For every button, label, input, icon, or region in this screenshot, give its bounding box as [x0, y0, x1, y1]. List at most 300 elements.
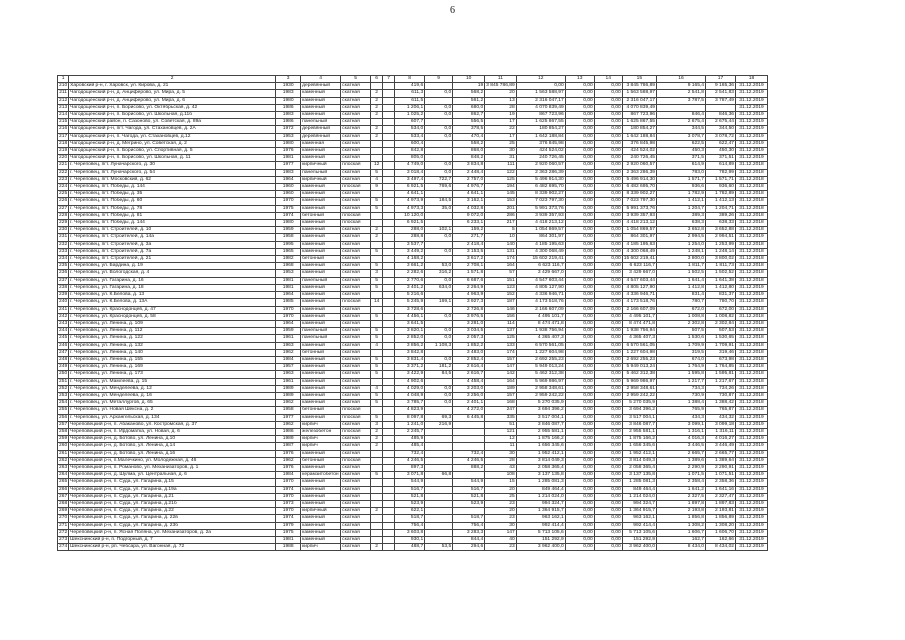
- table-cell: 225: [59, 191, 68, 197]
- table-cell: 5: [371, 277, 383, 284]
- table-cell: 0,00: [565, 126, 594, 133]
- table-row: [58, 83, 768, 90]
- table-cell: плоская: [341, 212, 371, 219]
- table-cell: кирпич: [301, 421, 341, 428]
- table-row: [58, 392, 768, 399]
- table-cell: 180 854,27: [516, 126, 565, 133]
- table-cell: 4 973,3: [395, 205, 425, 212]
- table-cell: 211: [59, 90, 67, 96]
- table-cell: скатная: [341, 364, 371, 371]
- table-cell: 680,0: [453, 104, 485, 111]
- table-cell: 1 308,20: [706, 522, 736, 529]
- table-cell: 30: [485, 522, 517, 529]
- table-cell: 31.12.2018: [736, 248, 768, 255]
- table-cell: 220: [59, 155, 68, 161]
- table-cell: 1 595,8: [657, 371, 706, 378]
- table-row: [58, 234, 768, 241]
- table-cell: 23: [485, 544, 517, 551]
- table-cell: [425, 256, 453, 263]
- table-cell: 2 358,4: [657, 479, 706, 486]
- table-cell: 3 842,8: [395, 349, 425, 356]
- table-cell: 1 008,8: [657, 313, 706, 320]
- table-cell: 7 023 797,30: [622, 198, 656, 205]
- table-cell: скатная: [341, 421, 371, 428]
- table-cell: 0,00: [565, 97, 594, 104]
- table-cell: 57: [485, 270, 517, 277]
- column-number-cell: 4: [301, 76, 341, 83]
- table-cell: 1 071,5: [657, 472, 706, 479]
- table-cell: Череповецкий р-н, п. Абаканово, ул. Костромская, д. 37: [69, 421, 276, 428]
- table-cell: 3 099,18: [706, 421, 736, 428]
- table-cell: [371, 464, 383, 471]
- table-cell: скатная: [341, 486, 371, 493]
- table-cell: г. Череповец, ул. Ленина, д. 109: [69, 320, 276, 327]
- table-cell: 0,00: [565, 328, 594, 335]
- table-cell: [383, 306, 395, 313]
- table-cell: 4 016,27: [706, 436, 736, 443]
- table-cell: 488,7: [395, 544, 425, 551]
- table-row: [58, 544, 768, 551]
- table-cell: 3 371,2: [395, 364, 425, 371]
- table-cell: каменный: [301, 292, 341, 299]
- table-cell: [383, 104, 395, 111]
- table-cell: 3 497,4: [395, 176, 425, 183]
- table-cell: Чагодощенский р-н, п. Борисово, ул. Школьная, д. 11: [69, 155, 276, 162]
- table-cell: 634,0: [425, 284, 453, 291]
- table-cell: 1975: [276, 529, 301, 536]
- table-cell: [383, 148, 395, 155]
- table-cell: 1 641,4: [657, 277, 706, 284]
- table-cell: 23: [485, 515, 517, 522]
- table-cell: Череповецкий р-н, п. Суда, ул. Гагарина, д.22: [69, 508, 276, 515]
- table-cell: [383, 256, 395, 263]
- table-cell: 0,0: [425, 133, 453, 140]
- table-cell: 261: [59, 450, 68, 456]
- table-cell: 1 217,7: [657, 378, 706, 385]
- table-cell: каменный: [301, 220, 341, 227]
- table-cell: 3 034,5: [453, 328, 485, 335]
- table-cell: 0,00: [565, 364, 594, 371]
- table-cell: 31.12.2019: [736, 522, 768, 529]
- table-cell: 1 253,99: [706, 241, 736, 248]
- table-cell: Череповецкий р-н, п.Малечкино, ул. Молодежная, д. 46: [69, 457, 276, 464]
- table-cell: 5: [371, 335, 383, 342]
- column-number-cell: 1: [58, 76, 69, 83]
- table-cell: 0,00: [594, 234, 622, 241]
- table-cell: 0,00: [565, 133, 594, 140]
- table-cell: 1982: [276, 256, 301, 263]
- table-cell: 4: [371, 342, 383, 349]
- table-cell: 5 969 986,97: [516, 378, 565, 385]
- table-cell: 0,00: [565, 256, 594, 263]
- table-cell: скатная: [341, 472, 371, 479]
- table-cell: 17: [485, 133, 517, 140]
- table-cell: 271: [59, 522, 68, 528]
- table-cell: 0,00: [565, 544, 594, 551]
- table-cell: 1 641,16: [706, 486, 736, 493]
- table-cell: Шекснинский р-н, рп. Чебсара, ул. Вагонная, д. 72: [69, 544, 276, 551]
- table-cell: скатная: [341, 263, 371, 270]
- table-cell: 389,26: [706, 212, 736, 219]
- table-cell: 5: [371, 392, 383, 399]
- table-cell: г. Череповец, ул. Менделеева, д. 16: [69, 392, 276, 399]
- table-cell: 1 811,73: [706, 263, 736, 270]
- table-cell: 0,0: [425, 277, 453, 284]
- table-cell: каменная: [301, 140, 341, 147]
- table-cell: 1962: [276, 400, 301, 407]
- table-cell: 3: [371, 270, 383, 277]
- table-cell: 0,00: [594, 306, 622, 313]
- table-cell: 23: [485, 500, 517, 507]
- table-cell: 5 216,6: [395, 292, 425, 299]
- table-cell: 3 694 396,2: [622, 407, 656, 414]
- table-cell: каменный: [301, 306, 341, 313]
- table-cell: г. Череповец, ул. Ленина, д. 122: [69, 335, 276, 342]
- table-cell: 3 283,3: [453, 529, 485, 536]
- table-cell: 0,00: [565, 119, 594, 126]
- table-cell: 1986: [276, 428, 301, 435]
- table-cell: 4 272,0: [453, 407, 485, 414]
- table-cell: 31.12.2018: [736, 198, 768, 205]
- table-cell: 2 193,81: [706, 508, 736, 515]
- table-cell: 248: [59, 356, 68, 362]
- table-cell: [383, 479, 395, 486]
- table-cell: 0,00: [594, 544, 622, 551]
- table-cell: 240 726,45: [516, 155, 565, 162]
- table-cell: 0,00: [565, 392, 594, 399]
- table-row: [58, 414, 768, 421]
- table-cell: [371, 320, 383, 327]
- table-cell: 0,00: [594, 292, 622, 299]
- table-cell: скатная: [341, 112, 371, 119]
- table-cell: [383, 292, 395, 299]
- table-cell: 2: [371, 90, 383, 97]
- table-cell: 0,00: [594, 133, 622, 140]
- table-cell: 239: [59, 292, 68, 298]
- table-cell: [383, 140, 395, 147]
- table-cell: 189: [485, 385, 517, 392]
- table-cell: 3 694 396,2: [516, 407, 565, 414]
- table-cell: 5: [371, 248, 383, 255]
- table-cell: 0,00: [594, 176, 622, 183]
- table-cell: 1 502,52: [706, 270, 736, 277]
- table-cell: 1 071,51: [706, 472, 736, 479]
- table-cell: 31.12.2018: [736, 299, 768, 306]
- table-cell: 1 388,4: [657, 400, 706, 407]
- table-cell: 4 458,4: [453, 378, 485, 385]
- table-cell: 1 412,1: [657, 198, 706, 205]
- table-row: [58, 140, 768, 147]
- table-cell: 11: [485, 443, 517, 450]
- table-row: [58, 97, 768, 104]
- table-cell: 3 018,4: [395, 169, 425, 176]
- table-cell: Череповецкий р-н, д. Шулма, ул. Центральная, д. 6: [69, 472, 276, 479]
- table-cell: керамзитобетон: [301, 472, 341, 479]
- table-cell: 181,2: [425, 364, 453, 371]
- table-cell: 0,0: [425, 313, 453, 320]
- table-cell: панельный: [301, 335, 341, 342]
- table-cell: 5 713 105,6: [516, 529, 565, 536]
- table-row: [58, 421, 768, 428]
- table-cell: скатная: [341, 191, 371, 198]
- table-cell: 224: [59, 184, 68, 190]
- table-cell: 1 875 166,2: [516, 436, 565, 443]
- table-cell: 930,1: [395, 537, 425, 544]
- table-cell: 1 389,64: [706, 457, 736, 464]
- table-cell: 164: [485, 378, 517, 385]
- table-row: [58, 443, 768, 450]
- table-row: [58, 356, 768, 363]
- table-cell: 1958: [276, 234, 301, 241]
- table-cell: плоская: [341, 407, 371, 414]
- table-cell: 174: [485, 349, 517, 356]
- table-cell: [383, 83, 395, 90]
- table-cell: 31.12.2018: [736, 400, 768, 407]
- table-cell: 849 464,4: [516, 486, 565, 493]
- column-number-cell: 11: [485, 76, 517, 83]
- table-cell: 31.12.2018: [736, 428, 768, 435]
- table-cell: 4 641,1: [453, 191, 485, 198]
- table-cell: деревянный: [301, 83, 341, 90]
- table-cell: 1960: [276, 184, 301, 191]
- table-row: [58, 119, 768, 126]
- table-cell: 4 185 195,63: [516, 241, 565, 248]
- table-cell: 288,0: [395, 227, 425, 234]
- table-cell: [706, 104, 736, 111]
- table-cell: плоская: [341, 414, 371, 421]
- table-cell: 2 418,4: [453, 241, 485, 248]
- table-cell: 1 571,71: [706, 176, 736, 183]
- table-cell: 31.12.2019: [736, 443, 768, 450]
- table-cell: 5 496 914,30: [622, 176, 656, 183]
- table-cell: 1 204,71: [706, 205, 736, 212]
- table-cell: 270: [59, 515, 68, 521]
- table-cell: 1 571,8: [453, 270, 485, 277]
- table-cell: 1974: [276, 212, 301, 219]
- table-row: [58, 407, 768, 414]
- table-cell: 31.12.2019: [736, 486, 768, 493]
- table-cell: 0,00: [565, 436, 594, 443]
- table-cell: 0,00: [594, 299, 622, 306]
- table-cell: скатная: [341, 284, 371, 291]
- table-cell: 2 290,91: [706, 464, 736, 471]
- table-cell: 111: [485, 162, 517, 169]
- table-cell: 0,00: [594, 126, 622, 133]
- table-cell: 3 728,6: [395, 306, 425, 313]
- table-cell: 2 692 255,23: [622, 356, 656, 363]
- table-cell: [425, 119, 453, 126]
- table-cell: 4 365 407,3: [622, 335, 656, 342]
- table-cell: 0,00: [594, 529, 622, 536]
- table-cell: [371, 292, 383, 299]
- table-cell: каменный: [301, 414, 341, 421]
- table-cell: 31.12.2019: [736, 234, 768, 241]
- table-cell: 419,6: [395, 83, 425, 90]
- table-cell: 376 845,98: [516, 140, 565, 147]
- table-row: [58, 212, 768, 219]
- table-cell: [425, 500, 453, 507]
- table-cell: 2 302,8: [657, 320, 706, 327]
- table-cell: 1 054 869,57: [516, 227, 565, 234]
- table-cell: [383, 313, 395, 320]
- table-cell: 1970: [276, 306, 301, 313]
- table-cell: 3: [371, 421, 383, 428]
- table-cell: [383, 241, 395, 248]
- table-cell: 66,8: [425, 472, 453, 479]
- table-cell: 1957: [276, 364, 301, 371]
- table-cell: г. Череповец, ул. Менделеева, д. 12: [69, 385, 276, 392]
- table-cell: [425, 97, 453, 104]
- table-cell: 0,00: [565, 522, 594, 529]
- table-cell: [453, 472, 485, 479]
- table-cell: 31.12.2018: [736, 349, 768, 356]
- table-cell: 235: [59, 263, 68, 269]
- table-cell: 4 547 603,44: [516, 277, 565, 284]
- table-cell: 0,00: [565, 515, 594, 522]
- table-cell: 233: [59, 248, 68, 254]
- table-cell: 214: [59, 112, 68, 118]
- table-cell: 255: [59, 407, 68, 413]
- column-number-cell: 17: [706, 76, 736, 83]
- table-cell: 121: [485, 428, 517, 435]
- table-row: [58, 472, 768, 479]
- table-cell: 1 308,2: [657, 522, 706, 529]
- table-cell: 6 623 116,7: [516, 263, 565, 270]
- table-cell: 1 530,65: [706, 335, 736, 342]
- table-cell: 69,3: [425, 414, 453, 421]
- table-cell: 0,00: [594, 436, 622, 443]
- table-cell: скатная: [341, 90, 371, 97]
- table-cell: 0,0: [425, 169, 453, 176]
- table-cell: 1989: [276, 385, 301, 392]
- table-cell: 31.12.2019: [736, 421, 768, 428]
- table-cell: 6 921,5: [395, 220, 425, 227]
- column-number-cell: 14: [594, 76, 622, 83]
- table-cell: 3 617,2: [453, 256, 485, 263]
- table-cell: г. Череповец, ул. К.Белова, д. 13: [69, 292, 276, 299]
- table-cell: 0,00: [565, 371, 594, 378]
- table-cell: 0,00: [594, 472, 622, 479]
- table-row: [58, 508, 768, 515]
- table-cell: 217: [59, 133, 68, 139]
- table-cell: 268: [59, 500, 68, 506]
- table-cell: 0,00: [594, 227, 622, 234]
- table-cell: скатная: [341, 529, 371, 536]
- table-cell: 638,3: [657, 220, 706, 227]
- table-cell: 237: [59, 277, 68, 283]
- table-cell: Череповецкий р-н, п. Суда, ул. Гагарина, д.19а: [69, 486, 276, 493]
- table-cell: 1985: [276, 299, 301, 306]
- table-cell: 15 602 219,41: [516, 256, 565, 263]
- table-cell: 260: [59, 443, 68, 449]
- table-cell: 0,00: [565, 400, 594, 407]
- table-cell: [425, 292, 453, 299]
- table-cell: каменный: [301, 378, 341, 385]
- table-cell: 31.12.2018: [736, 169, 768, 176]
- table-cell: каменный: [301, 184, 341, 191]
- table-cell: 0,00: [594, 508, 622, 515]
- table-cell: 5: [371, 400, 383, 407]
- table-cell: 0,00: [594, 198, 622, 205]
- table-row: [58, 176, 768, 183]
- table-cell: каменный: [301, 342, 341, 349]
- register-table: [57, 75, 768, 551]
- table-cell: 151 292,9: [622, 537, 656, 544]
- table-cell: 0,00: [594, 205, 622, 212]
- table-cell: скатная: [341, 371, 371, 378]
- table-cell: 1970: [276, 198, 301, 205]
- table-cell: 242: [59, 313, 68, 319]
- table-cell: 0,00: [565, 234, 594, 241]
- table-cell: 1965: [276, 248, 301, 255]
- table-cell: скатная: [341, 292, 371, 299]
- table-cell: каменный: [301, 450, 341, 457]
- table-cell: 1 285 081,3: [622, 479, 656, 486]
- table-cell: 4 032,8: [453, 205, 485, 212]
- table-cell: Чагодощенский р-н, п. Чагода, ул. Стахановцев, д.12: [69, 133, 276, 140]
- table-cell: Чагодощенский р-н, п. Борисово, ул. Спортивная, д. 5: [69, 148, 276, 155]
- table-cell: каменный: [301, 90, 341, 97]
- table-cell: каменный: [301, 529, 341, 536]
- table-cell: Череповецкий р-н, п. Суда, ул. Гагарина, д.21б: [69, 500, 276, 507]
- table-cell: 3 078,72: [706, 133, 736, 140]
- table-cell: плоская: [341, 162, 371, 169]
- table-cell: 1 625 867,55: [622, 119, 656, 126]
- table-cell: 1 625 867,55: [516, 119, 565, 126]
- table-cell: 221: [59, 162, 68, 168]
- table-cell: 0,00: [594, 104, 622, 111]
- table-cell: 0,00: [594, 220, 622, 227]
- table-cell: 3 153,5: [453, 248, 485, 255]
- table-cell: [383, 515, 395, 522]
- table-cell: [371, 537, 383, 544]
- table-cell: 6 482 695,70: [516, 184, 565, 191]
- table-cell: 0,00: [565, 529, 594, 536]
- table-row: [58, 400, 768, 407]
- table-cell: 0,00: [594, 400, 622, 407]
- table-cell: 228: [59, 212, 68, 218]
- table-cell: 31.12.2019: [736, 104, 768, 111]
- table-cell: 2: [371, 104, 383, 111]
- table-cell: г. Череповец, ул. Вологодская, д. 4: [69, 270, 276, 277]
- table-cell: 846,36: [706, 112, 736, 119]
- table-cell: 1 217,67: [706, 378, 736, 385]
- table-cell: [383, 378, 395, 385]
- table-cell: 849 464,4: [622, 486, 656, 493]
- table-cell: 805,0: [395, 155, 425, 162]
- table-cell: 0,00: [594, 464, 622, 471]
- table-cell: [383, 349, 395, 356]
- table-cell: 2 994,5: [657, 234, 706, 241]
- table-cell: 5 270 035,9: [516, 400, 565, 407]
- table-cell: [425, 191, 453, 198]
- table-cell: 319,5: [657, 349, 706, 356]
- table-cell: 31.12.2019: [736, 436, 768, 443]
- table-cell: [425, 450, 453, 457]
- table-cell: [383, 522, 395, 529]
- table-cell: 20: [485, 508, 517, 515]
- table-cell: 1976: [276, 450, 301, 457]
- table-cell: [383, 464, 395, 471]
- table-cell: 0,00: [594, 335, 622, 342]
- table-cell: 5: [371, 472, 383, 479]
- table-cell: 1984: [276, 472, 301, 479]
- table-cell: 125: [485, 335, 517, 342]
- table-cell: 145: [485, 191, 517, 198]
- table-cell: 169,1: [425, 299, 453, 306]
- table-cell: [383, 277, 395, 284]
- page-number: 6: [450, 5, 455, 16]
